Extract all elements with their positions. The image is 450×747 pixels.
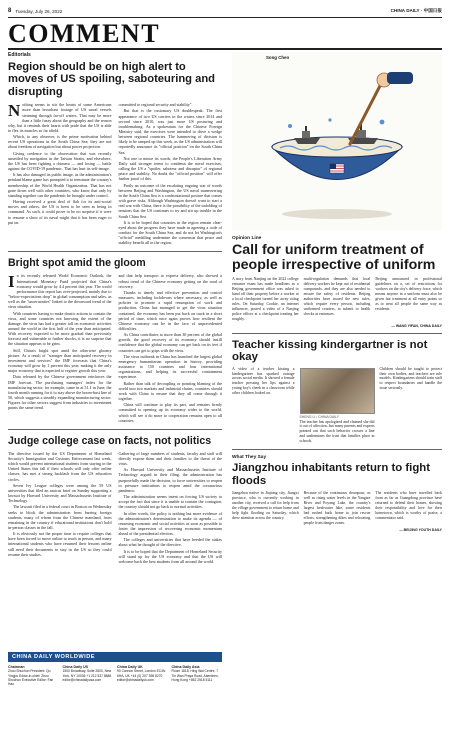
paragraph: Data released by the Chinese government reinforces the IMF forecast. The purchasing managers' index for the manufacturing sector, for example, came in at 51.1 in June, the fourth month running for it to stay above the boom-bust line of 50, which suggests a steadily expanding manufacturing sector. Figures for other sectors suggest from industries to investment points the same trend. (8, 374, 112, 411)
opinion-col-2: multi-regulation demands that local delivery workers be kept out of residential compounds, and they are also needed to ensure the safety of residents. Beijing authorities have issued the new rules, which require every person, including uniformed couriers, to submit to health checks at entrances. (303, 277, 371, 316)
jiangzhou-body (232, 491, 442, 526)
paragraph: The virus outbreak in China has launched the largest global emergency humanitarian operation in history, providing assistance to 150 countries and four international organizations, and helping its successful containment experience. (118, 353, 222, 380)
paragraph: Rather than talk of decoupling or pointing blaming of the world into two markets and industrial chains, countries should work with China to ensure that they all come through it together. (118, 380, 222, 402)
dropcap: I (8, 272, 15, 292)
lead-col-1 (8, 102, 112, 246)
footer-col: China Daily US 1500 Broadway, Suite 2800, New York, NY 10036 +1 212 537 8888 editor@chinadailyusa.com (62, 665, 112, 682)
paragraph: and that help transport to express delivery, also showed a robust trend of the Chinese economy getting on the road of recovery. (118, 273, 222, 289)
teacher-col-2 (300, 367, 375, 445)
teacher-photo (300, 368, 375, 414)
third-col-2 (119, 451, 223, 565)
dropcap: N (8, 101, 21, 121)
photo-caption: SHENG LI / CHINA DAILY (299, 414, 340, 419)
lead-editorial-headline: Region should be on high alert to moves of US spoiling, saboteuring and disrupting (8, 61, 215, 98)
paragraph: But that is the customary US doublespeak. The first appearance of two US carriers in the waters since 2014 and second since 2010, was just more US posturing and troublemaking. As a spokesman for the Chinese Foreign Ministry said, the exercises were intended to drive a wedge between regional countries. The hammering of division is likely to be ramped up this week, as the US administration will reportedly announce its "official position" on the South China Sea. (118, 108, 222, 155)
paragraph: committed to regional security and stability". (118, 102, 193, 108)
paragraph: In its recently released World Economic Outlook, the International Monetary Fund projected that China's economy would grow by 4.4 percent this year. The world performance this report has over-projected, mainly due to "below-expectations drop" in global consumption and sales, as well as the "uncertainties" linked to the downward trend of the virus situation. (8, 272, 112, 310)
paragraph: It is obviously not the proper time to require colleges that have been forced to move online to teach in person, and many international students who have resumed their lessons online still need their documents to stay in the US so they could resume their studies. (8, 531, 112, 557)
paragraph: It is to be hoped that countries in the region remain clear-eyed about the progress they have made in agreeing a code of conduct for the South China Sea, and do not let Washington's "official" meddling undermine the consensus that peace and stability benefit all in the region. (118, 219, 222, 246)
third-col-1 (8, 451, 112, 565)
jiangzhou-col-3: The residents who have travelled back from as far as Guangdong province have returned to defend their homes, showing their responsibility and love for their hometown, which is worthy of praise, a commentator said. (375, 491, 443, 521)
header-rule (8, 17, 442, 18)
paragraph: Having received a great deal of flak for its anti-social moves and others, the US is keen to be seen as being in command. As such, it could prove to be no surprise if it were to resume a show of its naval might that it has been eager to put on. (8, 199, 112, 225)
lead-editorial-body (8, 102, 222, 246)
third-editorial-body (8, 451, 222, 565)
teacher-headline: Teacher kissing kindergartner is not okay (232, 338, 428, 364)
paper-name: CHINA DAILY (390, 8, 420, 13)
teacher-body (232, 367, 442, 445)
issue-date: Tuesday, July 26, 2022 (15, 8, 63, 14)
paragraph: It is to be hoped that the Department of Homeland Security will stand up for the US economy and that the US will welcome back the best students from all around the world. (118, 548, 222, 564)
paragraph: Which, to any observer, is the prime motivation behind recent US operations in the South China Sea; they are not about freedom of navigation but about power projection. (8, 134, 112, 150)
paragraph: With countries having to make drastic actions to contain the virus, and some countries not knowing the extent of the damage, the virus has had a greater toll on economic activities around the world in the first half of the year than anticipated. With recovery expected to be more gradual than previously forecast and vulnerable to further shocks, it is no surprise that the situation appears to be grim. (8, 310, 112, 347)
cartoon-illustration (232, 52, 442, 230)
teacher-paragraph: The teacher has apologized and claimed she did it out of affection, but many parents and experts pointed out that such behavior crosses a line and undermines the trust that families place in schools. (299, 419, 375, 444)
paper-name-cn: 中国日报 (423, 8, 442, 13)
teacher-col-1 (232, 367, 295, 445)
section-divider (232, 449, 442, 450)
paragraph: Nothing seems to stir the hearts of some Americans more than broadcast footage of US naval vessels steaming through far-off waters. That may be more than a little fuzzy about the geography and the reason why, but it reminds their hearts with pride that the US is able to flex its muscles so far afield. (8, 101, 112, 133)
what-they-say-label: What They Say (232, 455, 267, 461)
paragraph: Not one to mince its words, the People's Liberation Army Daily said stronger terms to condemn the naval exercises, calling the US a "spoiler, saboteur and disruptor" of regional peace and stability. No doubt the "official position" will offer further proof of this. (118, 155, 222, 182)
teacher-col-3 (380, 367, 443, 445)
paragraph: Gathering of large numbers of students, faculty and staff will directly expose them and their families to the threat of the virus. (118, 450, 222, 467)
opinion-line-label: Opinion Line (232, 236, 262, 241)
opinion-column (232, 52, 442, 532)
footer-col: Chairman Zhou Shuchun President: Qu Yingpu Editor-in-chief: Zhou Shuchun Executive Editor: Fan Hao (8, 665, 54, 687)
page-header (8, 6, 442, 16)
opinion-credit: — WANG YIFAN, CHINA DAILY (391, 323, 442, 328)
footer-col: China Daily UK 90 Cannon Street, London EC4N 6HA, UK +44 (0) 207 398 8270 editor@chinadailyuk.com (117, 665, 166, 682)
paragraph: Seven Ivy League colleges were among the 59 US universities that filed an amicus brief on Sunday supporting a lawsuit by Harvard University and Massachusetts Institute of Technology. (8, 482, 112, 504)
paragraph: China will continue to play its part, and remains firmly committed to opening up its economy wider to the world, which will see it do more to cooperation remains open to all countries. (118, 402, 222, 423)
paragraph: The colleges and universities that have heeded the stakes about what he thought of the directive. (118, 537, 222, 548)
header-left (8, 8, 62, 14)
jiangzhou-credit: — BEIJING YOUTH DAILY (399, 527, 442, 532)
editorials-label: Editorials (8, 52, 31, 58)
section-divider (8, 429, 222, 430)
opinion-col-3: Beijing announced in professional guidelines on a, set of restrictions for workers on the city's delivery force, which means anyone in a uniform must also be given fair treatment at all entry points so as to treat all people the same way as residents. (375, 277, 443, 311)
footer-col: China Daily Asia Room 1818, Hing Wai Centre, 7 Tin Wan Praya Road, Aberdeen, Hong Kong +852 2518 5111 (171, 665, 219, 682)
section-masthead: COMMENT (8, 19, 161, 48)
masthead-rule (8, 48, 442, 50)
jiangzhou-headline: Jiangzhou inhabitants return to fight floods (232, 462, 431, 487)
section-divider (232, 333, 442, 334)
footer-grid (8, 665, 222, 686)
third-editorial-headline: Judge college case on facts, not politics (8, 434, 212, 447)
second-col-1 (8, 273, 112, 423)
paragraph: As China contributes to more than 30 percent of the global growth, the good recovery of its economy should instill confidence that the global economy can get back on its feet if countries can get to grips with the virus. (118, 332, 222, 353)
opinion-body (232, 277, 442, 322)
paragraph: The lawsuit filed in a federal court in Boston on Wednesday seeks to block the administration from barring foreign students, many of whom from the Chinese mainland, from remaining in the country if educational institutions don't hold in-person classes in the fall. (8, 504, 112, 530)
teacher-paragraph: A video of a teacher kissing a kindergartner has sparked outrage across social media. It showed a female teacher pressing her lips against a young boy's cheek in a classroom while other children looked on. (232, 366, 295, 396)
opinion-headline: Call for uniform treatment of people irrespective of uniform (232, 242, 436, 273)
paragraph: Partly an outcome of the escalating ongoing war of words between Beijing and Washington, the US naval maneuvering in the South China Sea is a confrontational posture that comes with grave risks. Although Washington doesn't want to start a real war with China, there is the possibility of the unfolding of tensions that the US continues to try and stir up trouble in the South China Sea. (118, 182, 222, 219)
editorial-cartoon (232, 52, 442, 230)
teacher-paragraph: Children should be taught to protect their own bodies, and teachers are role models. Kindergartens should train staff to respect boundaries and handle the issue seriously. (379, 366, 442, 391)
paragraph: Giving credence to the observation that was recently unsettled by navigation in the Taiwan Straits, and elsewhere, the US has been fighting a chimera — and losing — battle against the COVID-19 pandemic. That has hurt its self-image. (8, 150, 112, 172)
second-col-2 (119, 273, 223, 423)
second-editorial-headline: Bright spot amid the gloom (8, 257, 146, 270)
illustrator-credit: Song Chen (266, 55, 290, 60)
paragraph: It has also damaged its public image, as the administration's petulant blame game has prompted it to terminate the country's membership of the World Health Organization. That has not gone down well with other countries, who know that only by standing together can the pandemic be brought under control. (8, 172, 112, 198)
paragraph: Thanks to timely and effective prevention and control measures, including lockdowns where necessary, as well as policies to promote a rapid resumption of work and production, China has managed to get the virus situation contained, the economy has been put back on track in a short period of time, which once again proves how resilient the Chinese economy can be in the face of unprecedented difficulties. (118, 289, 222, 331)
page-number: 8 (8, 8, 12, 14)
header-right: CHINA DAILY · 中国日报 (390, 8, 442, 13)
paragraph: As Harvard University and Massachusetts Institute of Technology argued in their filing, the administration has purposefully made the decision, to force universities to reopen to pressure institutions to reopen amid the coronavirus pandemic. (118, 467, 222, 493)
footer-bar: CHINA DAILY WORLDWIDE (8, 652, 222, 662)
opinion-col-1: A story from Nanjing on the 2022 college entrance exam has made headlines as a Beijing government office was asked to hand off their property before a worker at a local checkpoint turned her away citing rules. On Saturday, Cookie, an internet influencer, posted a video of a Nanjing police officer at a checkpoint treating her roughly. (232, 277, 299, 321)
jiangzhou-col-2: Because of the continuous downpour, as well as rising water levels in the Yangtze River and Poyang Lake, the country's largest freshwater lake, some residents had rushed back home to join rescue efforts, strengthening dikes and relocating people from danger zones. (303, 491, 371, 526)
jiangzhou-col-1: Jiangzhou native in Jiujiang city, Jiangxi province, who is currently working in another city, received a call for help from the village government to return home and help fight flooding on Saturday, which drew attention across the country. (232, 491, 299, 521)
paragraph: The administration seems intent on forcing US society to accept the fact that since it is unable to contain the contagion, the country should not go back to normal activities. (118, 494, 222, 510)
paragraph: The directive issued by the US Department of Homeland Security's Immigration and Customs Enforcement last week, which would prevent international students from staying in the United States this fall if their schools will only offer online classes, has met a strong backlash from the US education circles. (8, 450, 112, 482)
paragraph: In other words, the policy is nothing but more evidence of the administration's determination to make its agenda — of resuming economic and social activities as soon as possible to foster the impression of recovering economic momentum ahead of the presidential election. (118, 510, 222, 537)
second-editorial-body (8, 273, 222, 423)
lead-col-2 (119, 102, 223, 246)
paragraph: Still, China's bright spot amid the otherwise gloomy picture. As a result of "stronger than anticipated recovery in investment and services" the IMF forecasts that China's economy will grow by 1 percent this year, making it the only major economy that is expected to register growth this year. (8, 347, 112, 374)
section-divider (8, 251, 222, 252)
worldwide-footer (8, 652, 222, 686)
editorials-column (8, 52, 222, 565)
